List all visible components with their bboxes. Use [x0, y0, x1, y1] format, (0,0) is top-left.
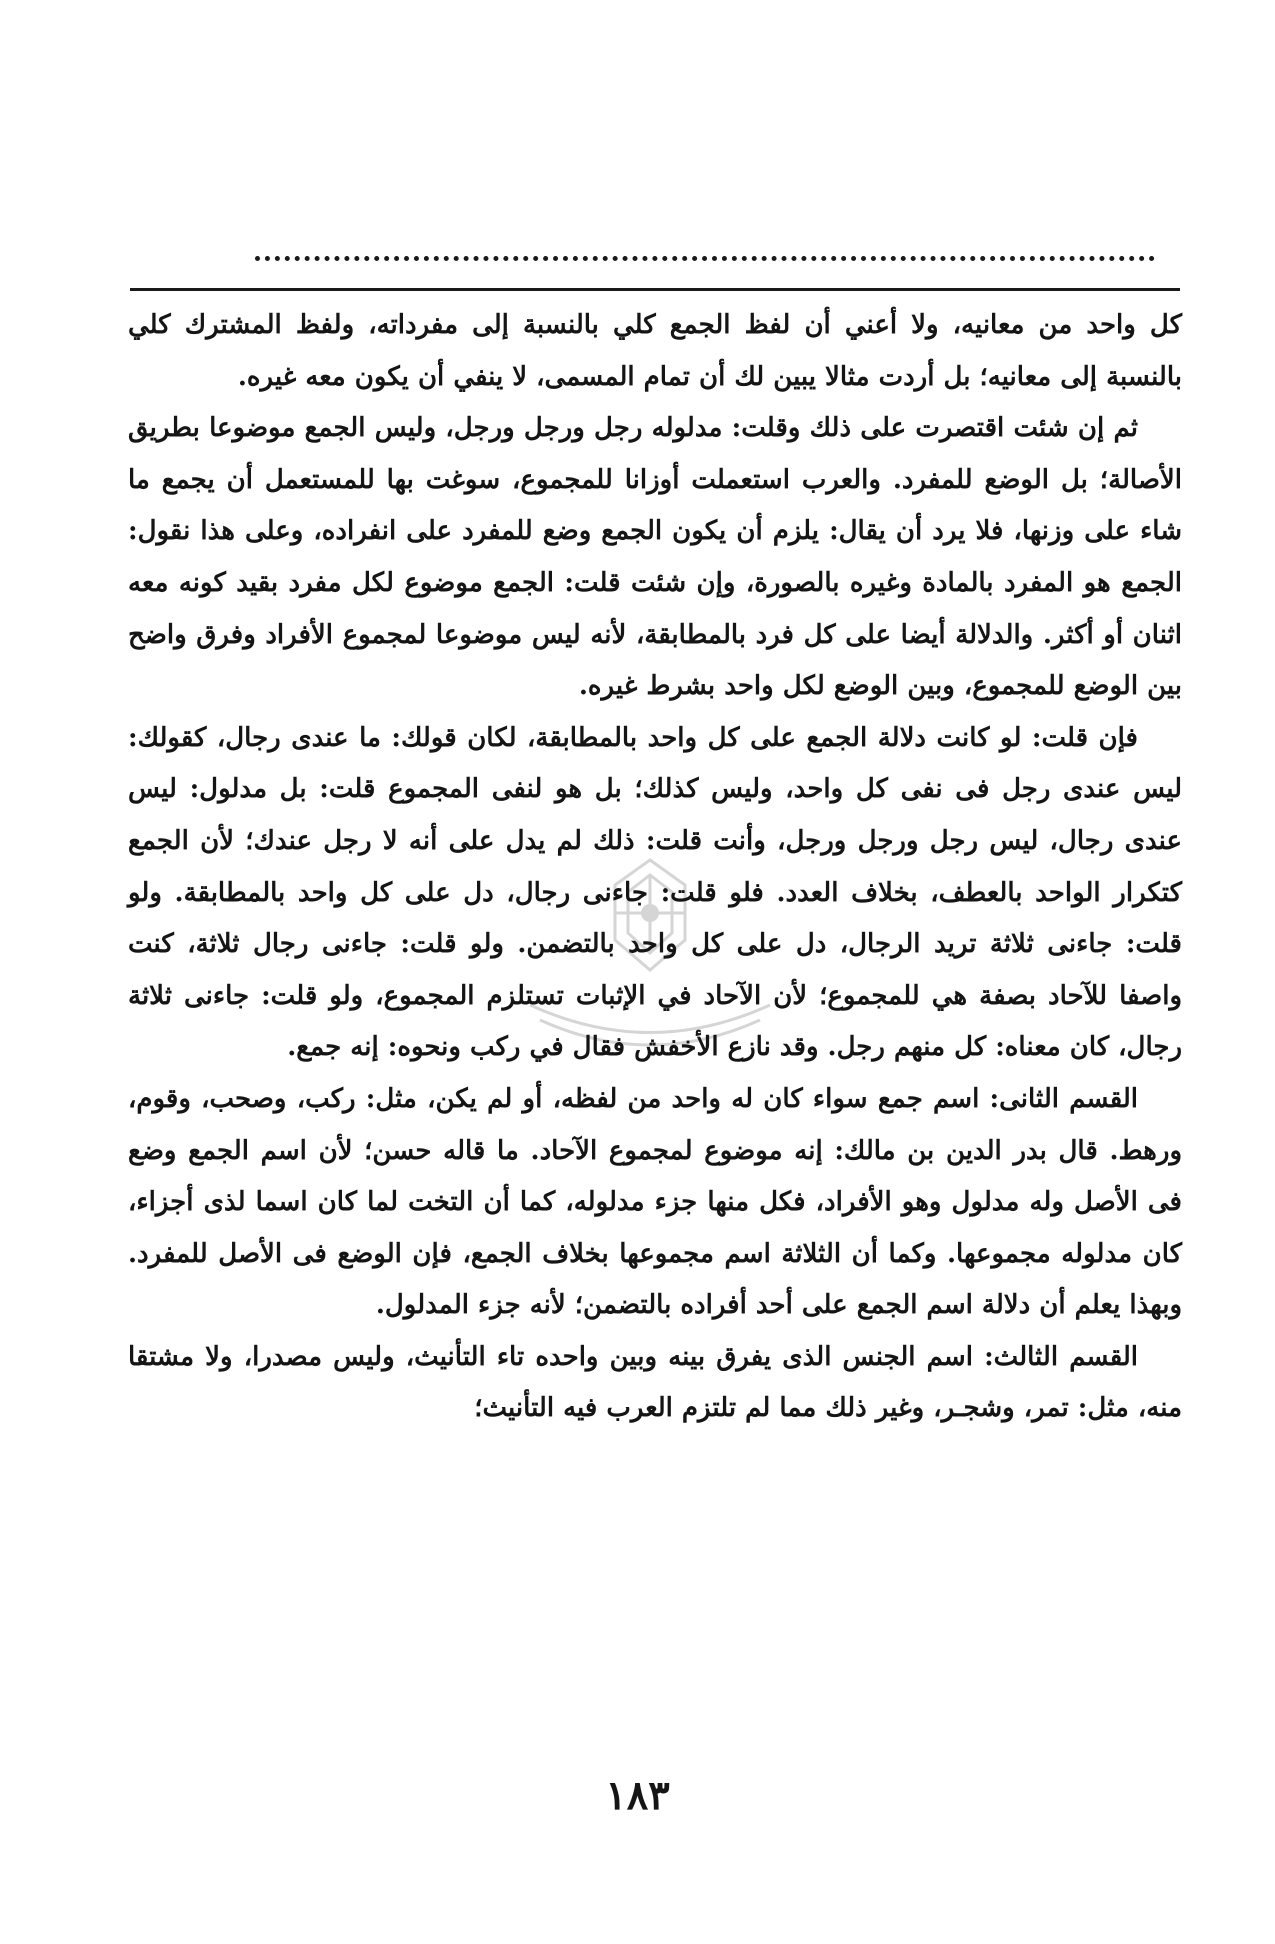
header-dotted-ornament — [255, 256, 1155, 266]
header-rule — [130, 288, 1180, 291]
paragraph: القسم الثانى: اسم جمع سواء كان له واحد من لفظه، أو لم يكن، مثل: ركب، وصحب، وقوم، ورهط. قال بدر الدين بن مالك: إنه موضوع لمجموع الآحاد. ما قاله حسن؛ لأن اسم الجمع وضع فى الأصل وله مدلول وهو الأفراد، فكل منها جزء مدلوله، كما أن التخت لما كان اسما لذى أجزاء، كان مدلوله مجموعها. وكما أن الثلاثة اسم مجموعها بخلاف الجمع، فإن الوضع فى الأصل للمفرد. وبهذا يعلم أن دلالة اسم الجمع على أحد أفراده بالتضمن؛ لأنه جزء المدلول. — [128, 1083, 1182, 1321]
body-text — [128, 300, 1182, 1435]
paragraph: ثم إن شئت اقتصرت على ذلك وقلت: مدلوله رجل ورجل ورجل، وليس الجمع موضوعا بطريق الأصالة؛ بل الوضع للمفرد. والعرب استعملت أوزانا للمجموع، سوغت بها للمستعمل أن يجمع ما شاء على وزنها، فلا يرد أن يقال: يلزم أن يكون الجمع وضع للمفرد على انفراده، وعلى هذا نقول: الجمع هو المفرد بالمادة وغيره بالصورة، وإن شئت قلت: الجمع موضوع لكل مفرد بقيد كونه معه اثنان أو أكثر. والدلالة أيضا على كل فرد بالمطابقة، لأنه ليس موضوعا لمجموع الأفراد وفرق واضح بين الوضع للمجموع، وبين الوضع لكل واحد بشرط غيره. — [128, 413, 1182, 702]
paragraph: فإن قلت: لو كانت دلالة الجمع على كل واحد بالمطابقة، لكان قولك: ما عندى رجال، كقولك: ليس عندى رجل فى نفى كل واحد، وليس كذلك؛ بل هو لنفى المجموع قلت: بل مدلول: ليس عندى رجال، ليس رجل ورجل ورجل، وأنت قلت: ذلك لم يدل على أنه لا رجل عندك؛ لأن الجمع كتكرار الواحد بالعطف، بخلاف العدد. فلو قلت: جاءنى رجال، دل على كل واحد بالمطابقة. ولو قلت: جاءنى ثلاثة تريد الرجال، دل على كل واحد بالتضمن. ولو قلت: جاءنى رجال ثلاثة، كنت واصفا للآحاد بصفة هي للمجموع؛ لأن الآحاد في الإثبات تستلزم المجموع، ولو قلت: جاءنى ثلاثة رجال، كان معناه: كل منهم رجل. وقد نازع الأخفش فقال في ركب ونحوه: إنه جمع. — [128, 722, 1182, 1063]
paragraph: القسم الثالث: اسم الجنس الذى يفرق بينه وبين واحده تاء التأنيث، وليس مصدرا، ولا مشتقا منه، مثل: تمر، وشجـر، وغير ذلك مما لم تلتزم العرب فيه التأنيث؛ — [128, 1341, 1182, 1424]
paragraph: كل واحد من معانيه، ولا أعني أن لفظ الجمع كلي بالنسبة إلى مفرداته، ولفظ المشترك كلي بالنسبة إلى معانيه؛ بل أردت مثالا يبين لك أن تمام المسمى، لا ينفي أن يكون معه غيره. — [128, 310, 1182, 392]
page-number: ١٨٣ — [605, 1772, 670, 1819]
